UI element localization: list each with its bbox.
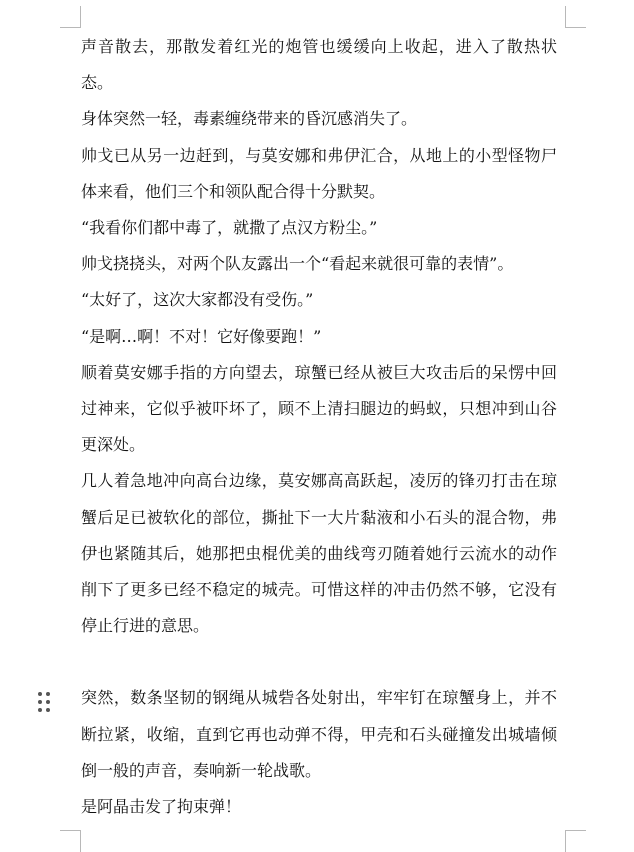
- drag-handle-icon[interactable]: [38, 692, 52, 712]
- paragraph: 是阿晶击发了拘束弹！: [81, 797, 242, 817]
- paragraph: “太好了，这次大家都没有受伤。”: [81, 290, 314, 310]
- paragraph: 突然，数条坚韧的钢绳从城砦各处射出，牢牢钉在琼蟹身上，并不断拉紧，收缩，直到它再也动弹不得，甲壳和石头碰撞发出城墙倾倒一般的声音，奏响新一轮战歌。: [81, 688, 557, 780]
- crop-mark-top-right: [565, 6, 587, 28]
- paragraph: 身体突然一轻，毒素缠绕带来的昏沉感消失了。: [81, 109, 418, 129]
- paragraph: “我看你们都中毒了，就撒了点汉方粉尘。”: [81, 218, 378, 238]
- crop-mark-bottom-left: [60, 830, 82, 852]
- paragraph: “是啊…啊！不对！它好像要跑！”: [81, 326, 322, 346]
- paragraph: 顺着莫安娜手指的方向望去，琼蟹已经从被巨大攻击后的呆愣中回过神来，它似乎被吓坏了，顾不上清扫腿边的蚂蚁，只想冲到山谷更深处。: [81, 362, 557, 455]
- document-body[interactable]: [81, 29, 557, 825]
- paragraph: 几人着急地冲向高台边缘，莫安娜高高跃起，凌厉的锋刃打击在琼蟹后足已被软化的部位，撕扯下一大片黏液和小石头的混合物，弗伊也紧随其后，她那把虫棍优美的曲线弯刃随着她行云流水的动作削下了更多已经不稳定的城壳。可惜这样的冲击仍然不够，它没有停止行进的意思。: [81, 471, 557, 636]
- paragraph: 帅戈已从另一边赶到，与莫安娜和弗伊汇合，从地上的小型怪物尸体来看，他们三个和领队配合得十分默契。: [81, 145, 557, 201]
- crop-mark-top-left: [60, 6, 82, 28]
- paragraph: 帅戈挠挠头，对两个队友露出一个“看起来就很可靠的表情”。: [81, 254, 514, 274]
- paragraph: 声音散去，那散发着红光的炮管也缓缓向上收起，进入了散热状态。: [81, 37, 557, 93]
- crop-mark-bottom-right: [565, 830, 587, 852]
